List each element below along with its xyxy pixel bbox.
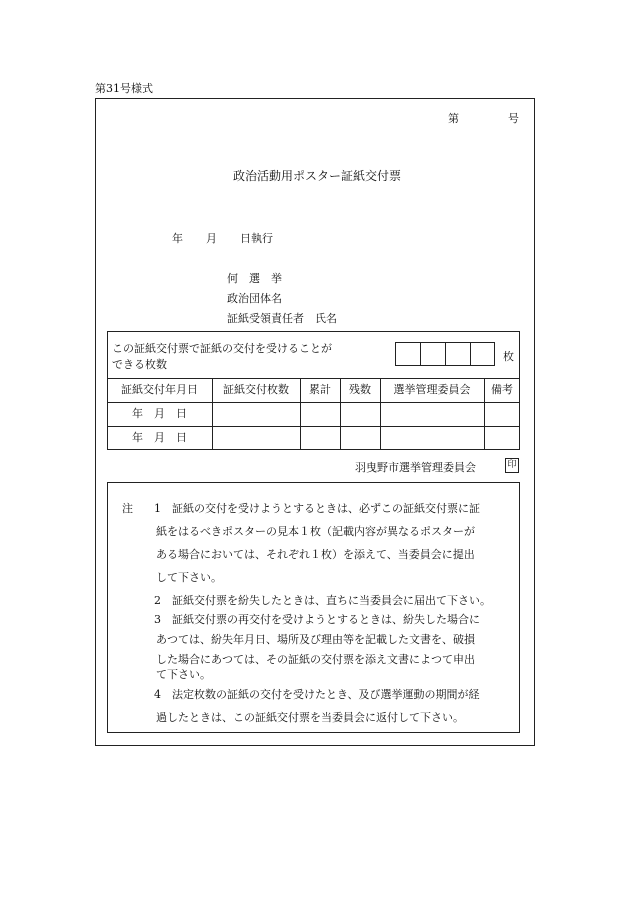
count-label-line1: この証紙交付票で証紙の交付を受けることが [112,342,332,355]
note-1-line: 証紙の交付を受けようとするときは、必ずこの証紙交付票に証 [172,502,480,515]
note-number-1: 1 [154,502,161,515]
receiver-label: 証紙受領責任者 氏名 [227,312,337,325]
form-label: 第31号様式 [95,82,153,95]
note-3-line: 証紙交付票の再交付を受けようとするときは、紛失した場合に [172,613,480,626]
note-number-4: 4 [154,688,161,701]
note-1-line: ある場合においては、それぞれ１枚）を添えて、当委員会に提出 [156,548,475,561]
note-number-3: 3 [154,613,161,626]
header-date: 証紙交付年月日 [121,383,198,396]
note-4-line: 法定枚数の証紙の交付を受けたとき、及び選挙運動の期間が経 [172,688,480,701]
org-label: 政治団体名 [227,292,282,305]
note-2-line: 証紙交付票を紛失したときは、直ちに当委員会に届出て下さい。 [172,594,491,607]
number-suffix: 号 [508,112,519,125]
header-total: 累計 [309,383,331,396]
note-3-line: あつては、紛失年月日、場所及び理由等を記載した文書を、破損 [156,633,475,646]
date-year: 年 [172,232,183,245]
note-1-line: して下さい。 [156,571,222,584]
note-1-line: 紙をはるべきポスターの見本１枚（記載内容が異なるポスターが [156,525,475,538]
number-prefix: 第 [448,112,459,125]
count-unit: 枚 [503,350,514,363]
date-month: 月 [206,232,217,245]
note-3-line: した場合にあつては、その証紙の交付票を添え文書によつて申出 [156,653,475,666]
header-committee: 選挙管理委員会 [393,383,471,396]
election-label: 何 選 挙 [227,272,282,285]
header-remarks: 備考 [491,383,513,396]
issuer: 羽曳野市選挙管理委員会 [355,461,476,474]
note-3-line: て下さい。 [156,668,211,681]
date-day: 日執行 [240,232,273,245]
note-number-2: 2 [154,594,161,607]
table-row-date: 年 月 日 [132,431,187,444]
seal-stamp: 印 [505,458,519,473]
page-title: 政治活動用ポスター証紙交付票 [233,169,402,183]
note-4-line: 過したときは、この証紙交付票を当委員会に返付して下さい。 [156,711,464,724]
notes-label: 注 [122,502,133,515]
table-row-date: 年 月 日 [132,407,187,420]
count-label-line2: できる枚数 [112,358,167,371]
header-count: 証紙交付枚数 [223,383,289,396]
header-remaining: 残数 [349,383,371,396]
